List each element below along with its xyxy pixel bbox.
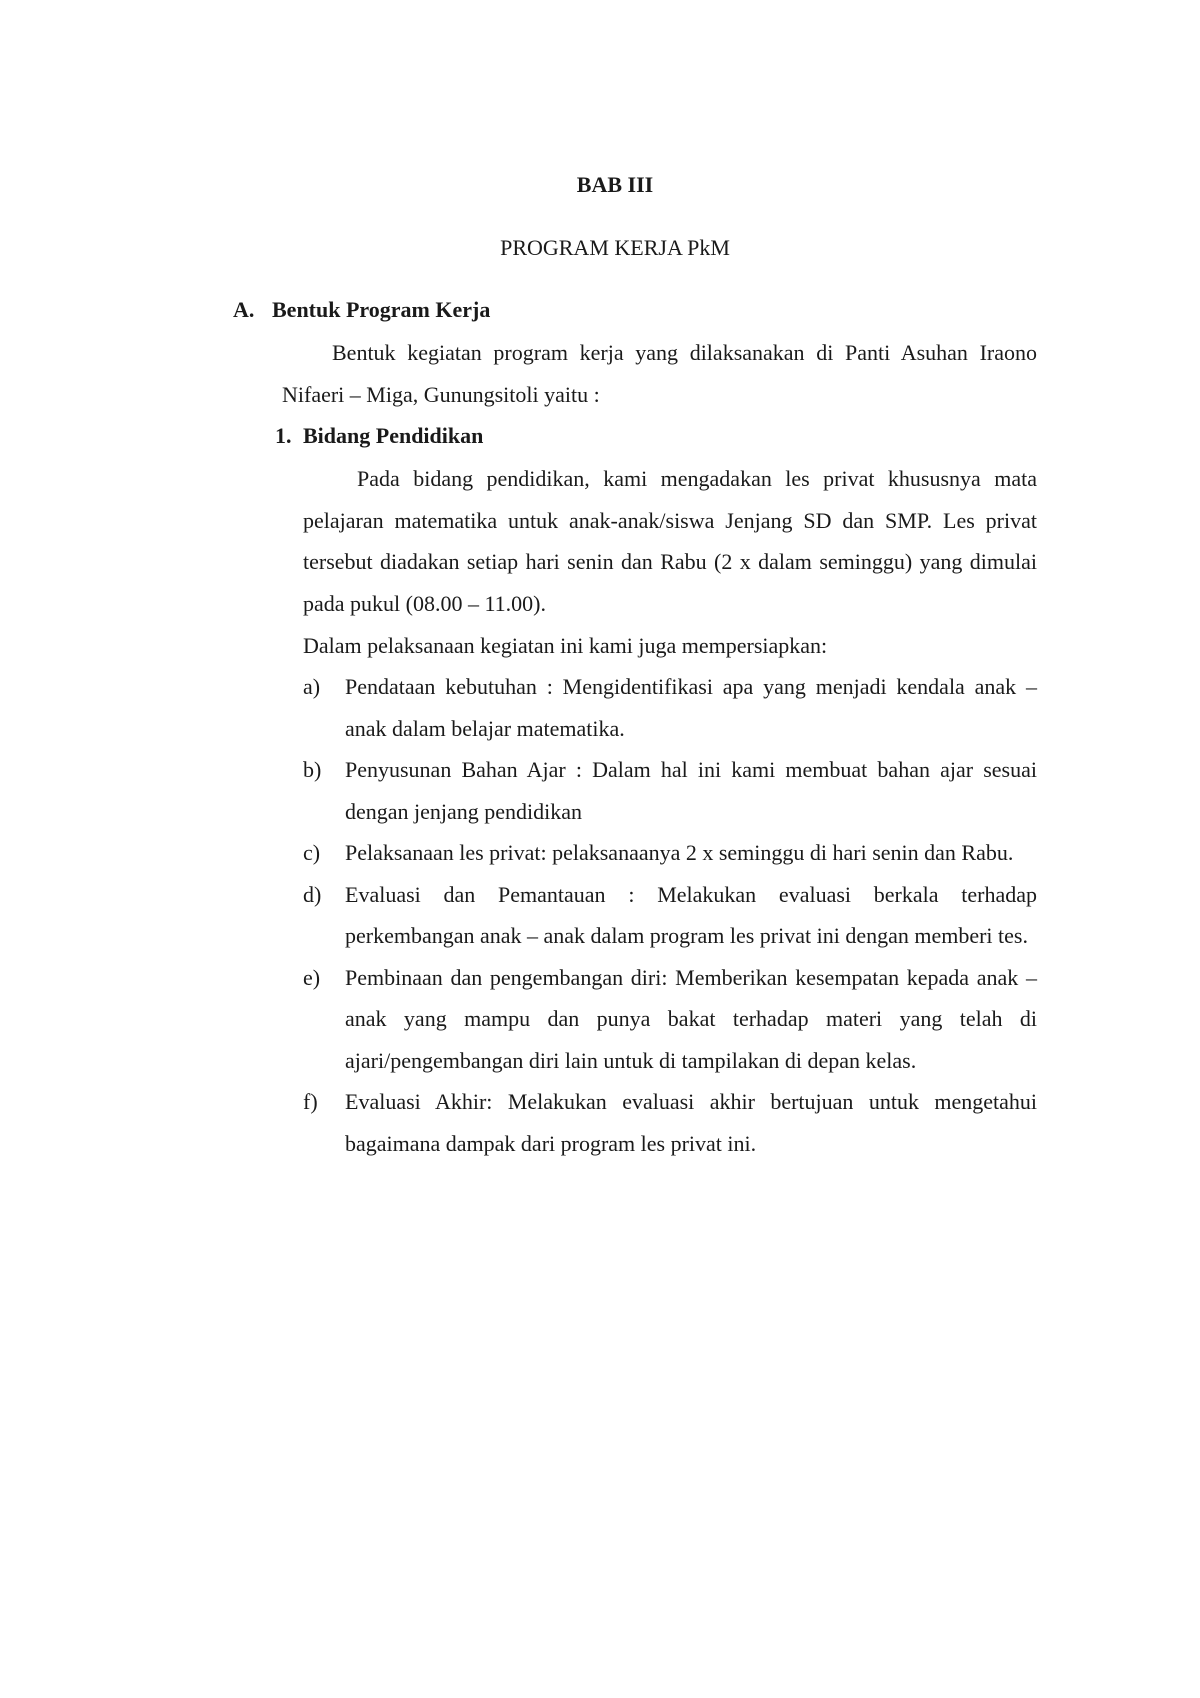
list-item [303,1081,1037,1164]
list-item-marker: a) [303,674,321,699]
chapter-title: BAB III [576,172,654,197]
preparation-lead-in: Dalam pelaksanaan kegiatan ini kami juga mempersiapkan: [303,633,828,658]
subsection-heading [275,423,483,449]
list-item [303,666,1037,749]
list-item-text: Pelaksanaan les privat: pelaksanaanya 2 x seminggu di hari senin dan Rabu. [345,840,1014,865]
list-item-text: Evaluasi Akhir: Melakukan evaluasi akhir bertujuan untuk mengetahui bagaimana dampak dari program les privat ini. [345,1089,1037,1156]
list-item-marker: d) [303,881,322,907]
list-item-marker: f) [303,1089,318,1114]
list-item [303,749,1037,832]
subsection-heading-text: Bidang Pendidikan [303,423,484,448]
subsection-marker: 1. [275,423,292,448]
section-marker: A. [233,297,255,322]
list-item-marker: c) [303,840,321,865]
section-intro-paragraph: Bentuk kegiatan program kerja yang dilaksanakan di Panti Asuhan Iraono Nifaeri – Miga, Gunungsitoli yaitu : [282,340,1037,407]
list-item [303,874,1037,957]
section-heading [233,297,490,323]
section-heading-text: Bentuk Program Kerja [272,297,491,322]
list-item [303,957,1037,1082]
chapter-subtitle: PROGRAM KERJA PkM [500,235,730,260]
list-item [303,832,1037,874]
list-item-text: Pembinaan dan pengembangan diri: Memberikan kesempatan kepada anak – anak yang mampu dan punya bakat terhadap materi yang telah di ajari/pengembangan diri lain untuk di tampilakan di depan kelas. [345,964,1037,1073]
subsection-paragraph: Pada bidang pendidikan, kami mengadakan les privat khususnya mata pelajaran matematika untuk anak-anak/siswa Jenjang SD dan SMP. Les privat tersebut diadakan setiap hari senin dan Rabu (2 x dalam seminggu) yang dimulai pada pukul (08.00 – 11.00). [303,466,1037,616]
list-item-text: Pendataan kebutuhan : Mengidentifikasi apa yang menjadi kendala anak – anak dalam belajar matematika. [345,674,1037,741]
list-item-marker: e) [303,964,321,990]
list-item-marker: b) [303,757,322,782]
list-item-text: Evaluasi dan Pemantauan : Melakukan evaluasi berkala terhadap perkembangan anak – anak dalam program les privat ini dengan memberi tes. [345,881,1037,948]
preparation-list [303,666,1037,1164]
list-item-text: Penyusunan Bahan Ajar : Dalam hal ini kami membuat bahan ajar sesuai dengan jenjang pendidikan [345,757,1037,824]
